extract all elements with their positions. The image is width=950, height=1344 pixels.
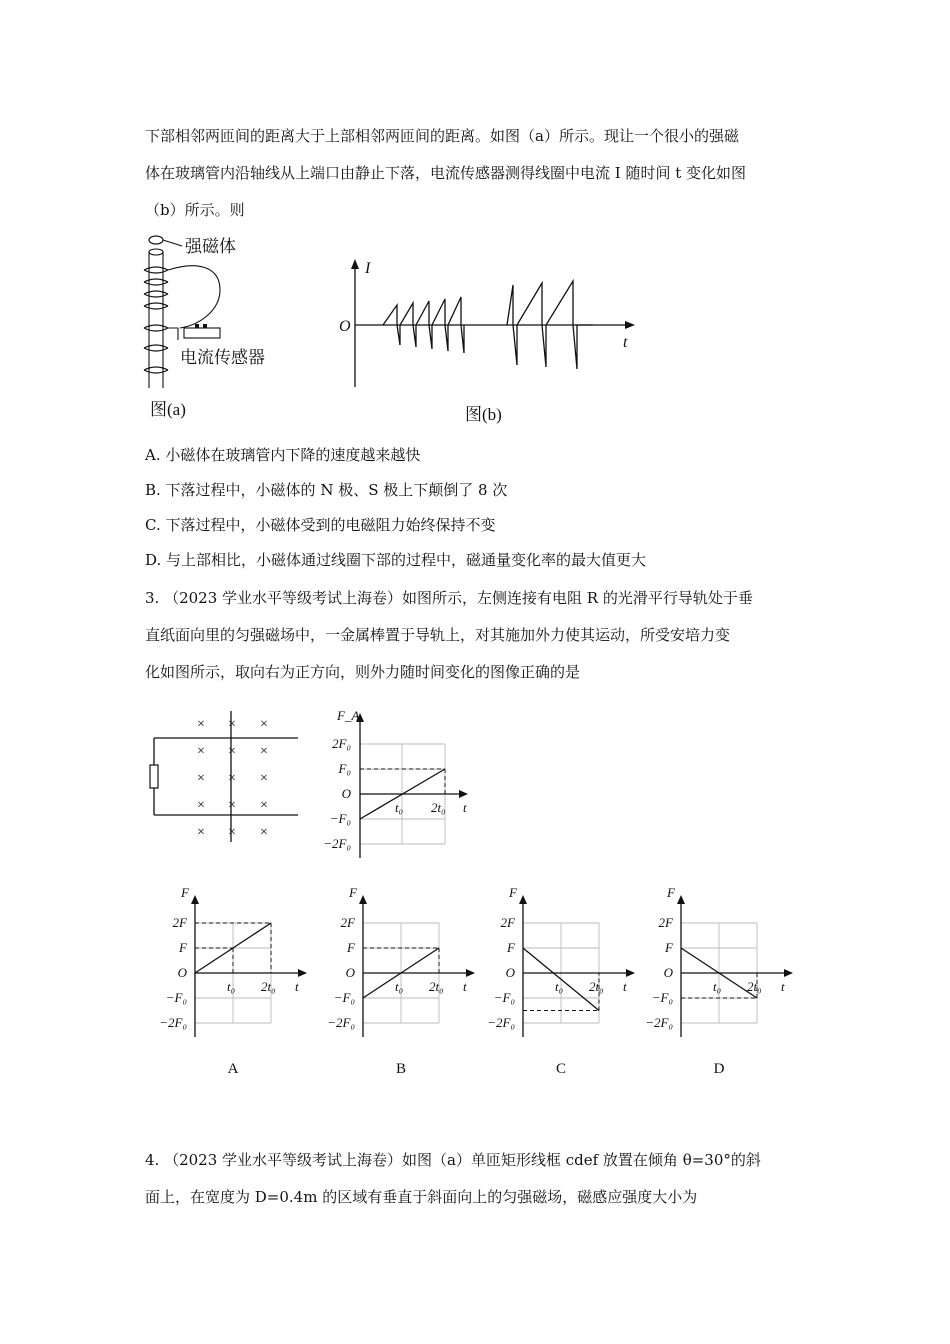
magnet-label: 强磁体 (185, 237, 236, 256)
svg-text:×: × (228, 825, 236, 840)
svg-text:×: × (228, 744, 236, 759)
svg-text:×: × (228, 717, 236, 732)
q3-main-graph (305, 700, 480, 865)
tick-label-y: 2F (340, 915, 355, 930)
figure-b-current-graph (335, 255, 645, 430)
resistor-icon (150, 765, 158, 788)
text-line: 体在玻璃管内沿轴线从上端口由静止下落，电流传感器测得线圈中电流 I 随时间 t 变化如图 (145, 164, 747, 182)
svg-text:×: × (197, 825, 205, 840)
tick-label-y: F (507, 940, 515, 955)
svg-text:×: × (260, 771, 268, 786)
choice-caption: C (555, 1061, 567, 1077)
choice-caption: B (395, 1061, 407, 1077)
x-axis-arrow (466, 969, 475, 977)
tick-label-y: −F₀ (333, 990, 355, 1005)
choice-caption: D (713, 1061, 725, 1077)
figure-a-caption: 图(a) (150, 400, 186, 419)
text-line: 下部相邻两匝间的距离大于上部相邻两匝间的距离。如图（a）所示。现让一个很小的强磁 (145, 127, 739, 145)
text-line: 3. （2023 学业水平等级考试上海卷）如图所示，左侧连接有电阻 R 的光滑平行导轨处于垂 (145, 589, 753, 607)
tick-label-x: 2t₀ (431, 800, 446, 815)
tick-label-y: −F₀ (329, 811, 351, 826)
tick-label-x: t₀ (713, 979, 722, 994)
tick-label-y: −F₀ (651, 990, 673, 1005)
tick-label-y: F (179, 940, 187, 955)
magnet-icon (149, 236, 163, 244)
y-axis-label: F (509, 885, 517, 900)
tick-label-y: 2F (500, 915, 515, 930)
tick-label-y: F (665, 940, 673, 955)
intro-paragraph (145, 118, 810, 229)
tick-label-x: t (623, 979, 627, 994)
tick-label-x: 2t₀ (429, 979, 444, 994)
sensor-label: 电流传感器 (180, 348, 265, 367)
svg-text:×: × (260, 798, 268, 813)
q3-circuit-diagram (148, 705, 308, 850)
y-axis-arrow (519, 895, 527, 904)
x-axis-arrow (784, 969, 793, 977)
axis-label-current: I (365, 260, 371, 277)
tick-label-y: 2F (172, 915, 187, 930)
tick-label-y: −F₀ (493, 990, 515, 1005)
svg-text:×: × (260, 744, 268, 759)
choice-graph-d (636, 883, 796, 1083)
tick-label-y: 2F₀ (332, 736, 351, 751)
tick-label-y: −2F₀ (327, 1015, 355, 1030)
figure-b-caption: 图(b) (465, 405, 502, 424)
text-line: （b）所示。则 (145, 201, 245, 219)
tick-label-y: O (341, 786, 351, 801)
text-line: 4. （2023 学业水平等级考试上海卷）如图（a）单匝矩形线框 cdef 放置在倾角 θ=30°的斜 (145, 1151, 761, 1169)
tick-label-x: t₀ (395, 979, 404, 994)
axis-label-time: t (623, 334, 628, 351)
q3-paragraph (145, 580, 810, 691)
tick-label-y: F₀ (338, 761, 351, 776)
tick-label-x: t (463, 979, 467, 994)
tick-label-y: −2F₀ (487, 1015, 515, 1030)
svg-text:×: × (197, 771, 205, 786)
svg-text:×: × (260, 717, 268, 732)
choice-caption: A (227, 1061, 239, 1077)
y-axis-label: F (181, 885, 189, 900)
tick-label-y: O (177, 965, 187, 980)
tick-label-x: 2t₀ (747, 979, 762, 994)
figure-a-coil-diagram (140, 230, 300, 425)
tick-label-y: F (347, 940, 355, 955)
q2-option-c: C. 下落过程中，小磁体受到的电磁阻力始终保持不变 (145, 516, 496, 534)
choice-graph-b (318, 883, 478, 1083)
q2-option-a: A. 小磁体在玻璃管内下降的速度越来越快 (145, 446, 421, 464)
svg-text:×: × (197, 798, 205, 813)
y-axis-arrow (191, 895, 199, 904)
tick-label-y: O (505, 965, 515, 980)
tick-label-y: −F₀ (165, 990, 187, 1005)
q2-option-d: D. 与上部相比，小磁体通过线圈下部的过程中，磁通量变化率的最大值更大 (145, 551, 647, 569)
origin-label: O (339, 318, 351, 335)
choice-graph-c (478, 883, 638, 1083)
q4-paragraph (145, 1142, 810, 1216)
tick-label-x: t₀ (555, 979, 564, 994)
y-axis-label: F (667, 885, 675, 900)
y-axis-label: F_A (337, 708, 360, 723)
magnetic-field-marks (197, 717, 268, 840)
choice-graph-a (150, 883, 310, 1083)
svg-text:×: × (228, 771, 236, 786)
x-axis-arrow (298, 969, 307, 977)
tick-label-x: t (295, 979, 299, 994)
text-line: 面上，在宽度为 D=0.4m 的区域有垂直于斜面向上的匀强磁场，磁感应强度大小为 (145, 1188, 698, 1206)
tick-label-y: O (663, 965, 673, 980)
tick-label-x: 2t₀ (589, 979, 604, 994)
tick-label-x: t (781, 979, 785, 994)
y-axis-arrow (359, 895, 367, 904)
q2-option-b: B. 下落过程中，小磁体的 N 极、S 极上下颠倒了 8 次 (145, 481, 508, 499)
text-line: 化如图所示，取向右为正方向，则外力随时间变化的图像正确的是 (145, 663, 581, 681)
coil-windings (144, 267, 168, 373)
tick-label-x: t₀ (395, 800, 404, 815)
tick-label-x: t (463, 800, 467, 815)
tick-label-y: 2F (658, 915, 673, 930)
y-axis-label: F (349, 885, 357, 900)
svg-text:×: × (197, 744, 205, 759)
tick-label-y: O (345, 965, 355, 980)
svg-text:×: × (260, 825, 268, 840)
tick-label-x: t₀ (227, 979, 236, 994)
tick-label-y: −2F₀ (645, 1015, 673, 1030)
tick-label-x: 2t₀ (261, 979, 276, 994)
x-axis-arrow (626, 969, 635, 977)
tick-label-y: −2F₀ (159, 1015, 187, 1030)
svg-text:×: × (197, 717, 205, 732)
y-axis-arrow (677, 895, 685, 904)
text-line: 直纸面向里的匀强磁场中，一金属棒置于导轨上，对其施加外力使其运动，所受安培力变 (145, 626, 731, 644)
tick-label-y: −2F₀ (323, 836, 351, 851)
svg-text:×: × (228, 798, 236, 813)
